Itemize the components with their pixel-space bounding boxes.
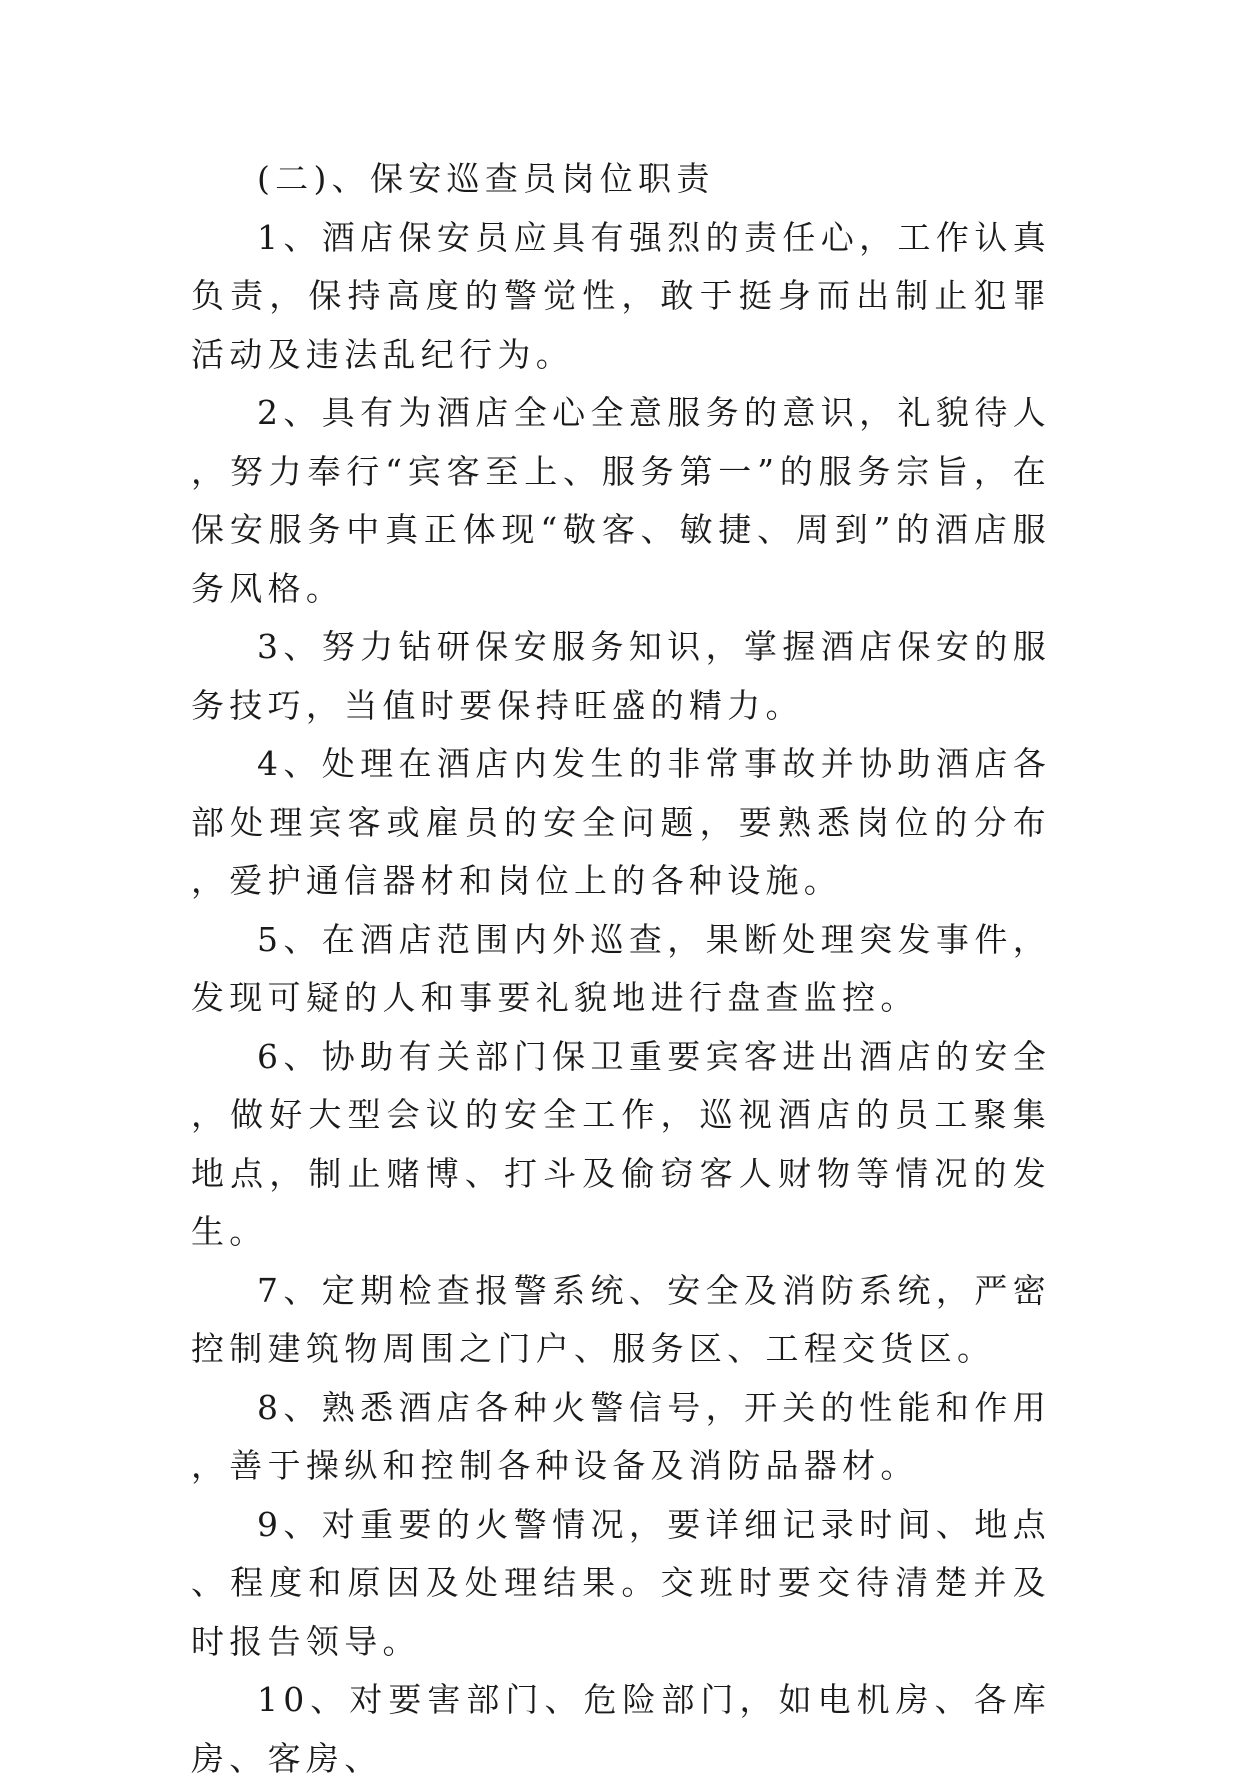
duty-item-2: 2、具有为酒店全心全意服务的意识，礼貌待人，努力奉行“宾客至上、服务第一”的服务宗旨，在保安服务中真正体现“敬客、敏捷、周到”的酒店服务风格。 bbox=[191, 393, 1051, 608]
duty-item-1: 1、酒店保安员应具有强烈的责任心，工作认真负责，保持高度的警觉性，敢于挺身而出制止犯罪活动及违法乱纪行为。 bbox=[191, 217, 1051, 374]
duty-item-10: 10、对要害部门、危险部门，如电机房、各库房、客房、 bbox=[191, 1680, 1051, 1778]
duty-item-8: 8、熟悉酒店各种火警信号，开关的性能和作用，善于操纵和控制各种设备及消防品器材。 bbox=[191, 1387, 1051, 1485]
duty-item-7: 7、定期检查报警系统、安全及消防系统，严密控制建筑物周围之门户、服务区、工程交货区。 bbox=[191, 1270, 1051, 1368]
duty-item-6: 6、协助有关部门保卫重要宾客进出酒店的安全，做好大型会议的安全工作，巡视酒店的员工聚集地点，制止赌博、打斗及偷窃客人财物等情况的发生。 bbox=[191, 1036, 1051, 1251]
section-heading: (二)、保安巡查员岗位职责 bbox=[257, 159, 715, 198]
duty-item-3: 3、努力钻研保安服务知识，掌握酒店保安的服务技巧，当值时要保持旺盛的精力。 bbox=[191, 627, 1051, 725]
duty-item-5: 5、在酒店范围内外巡查，果断处理突发事件，发现可疑的人和事要礼貌地进行盘查监控。 bbox=[191, 919, 1051, 1017]
document-body bbox=[191, 150, 1051, 1788]
duty-item-4: 4、处理在酒店内发生的非常事故并协助酒店各部处理宾客或雇员的安全问题，要熟悉岗位的分布，爱护通信器材和岗位上的各种设施。 bbox=[191, 744, 1051, 900]
duty-item-9: 9、对重要的火警情况，要详细记录时间、地点、程度和原因及处理结果。交班时要交待清楚并及时报告领导。 bbox=[191, 1504, 1051, 1661]
